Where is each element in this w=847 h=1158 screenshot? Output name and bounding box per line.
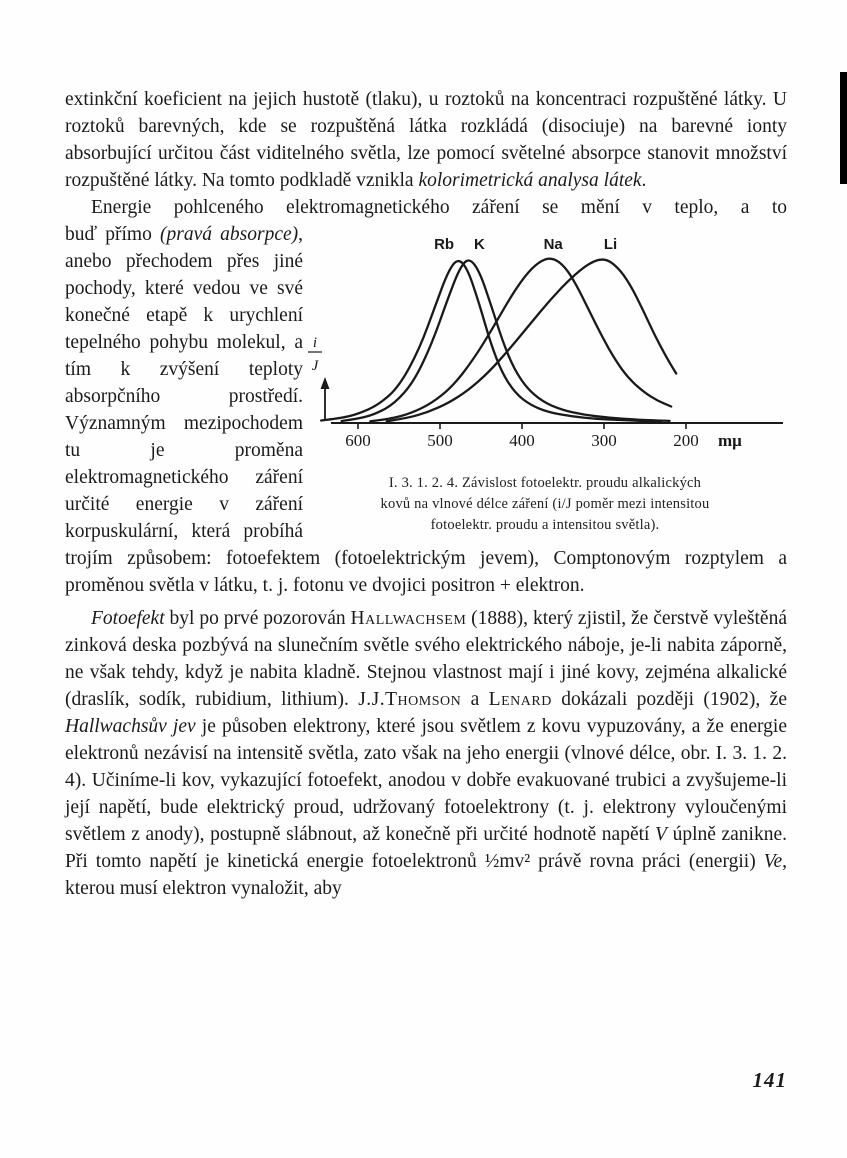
svg-text:200: 200 [673, 431, 699, 450]
svg-text:Na: Na [543, 236, 563, 253]
page-number: 141 [752, 1068, 787, 1092]
svg-text:Rb: Rb [434, 236, 455, 253]
body-text [65, 86, 787, 902]
svg-text:K: K [473, 236, 485, 253]
svg-text:mμ: mμ [718, 431, 742, 450]
paragraph-2-body: buď přímo (pravá absorpce), anebo přechodem přes jiné pochody, které vedou ve své konečné etapě k urychlení tepelného pohybu molekul, a tím k zvýšení teploty absorpčního prostředí. Významným mezipochodem tu je proměna elektromagnetického záření určité energie v záření korpuskulární, která probíhá trojím způsobem: fotoefektem (fotoelektrickým jevem), Comptonovým rozptylem a proměnou světla v látku, t. j. fotonu ve dvojici positron + elektron. [65, 224, 787, 596]
paragraph-2-lead: Energie pohlceného elektromagnetického záření se mění v teplo, a to [91, 197, 787, 218]
figure-caption-line-2: kovů na vlnové délce záření (i/J poměr mezi intensitou [380, 496, 710, 512]
svg-text:300: 300 [591, 431, 617, 450]
svg-text:400: 400 [509, 431, 535, 450]
figure-caption-line-1: I. 3. 1. 2. 4. Závislost fotoelektr. proudu alkalických [388, 475, 702, 491]
svg-text:500: 500 [427, 431, 453, 450]
figure-caption-line-3: fotoelektr. proudu a intensitou světla). [430, 517, 660, 533]
svg-text:i: i [312, 335, 318, 351]
paragraph-2-wrap [65, 221, 787, 599]
paragraph-1: extinkční koeficient na jejich hustotě (tlaku), u roztoků na koncentraci rozpuštěné látky. U roztoků barevných, kde se rozpuštěná látka rozkládá (disociuje) na barevné ionty absorbující určitou část viditelného světla, lze pomocí světelné absorpce stanovit množství rozpuštěné látky. Na tomto podkladě vznikla kolorimetrická analysa látek. [65, 89, 787, 191]
figure-caption [303, 473, 787, 536]
figure-chart [303, 223, 787, 453]
figure [303, 223, 787, 536]
svg-text:J: J [311, 358, 319, 374]
scan-artifact [840, 72, 847, 184]
svg-text:600: 600 [345, 431, 371, 450]
svg-text:Li: Li [603, 236, 618, 253]
paragraph-3: Fotoefekt byl po prvé pozorován Hallwachsem (1888), který zjistil, že čerstvě vyleštěná zinková deska pozbývá na slunečním světle svého elektrického náboje, je-li nabita záporně, ne však tehdy, když je nabita kladně. Stejnou vlastnost mají i jiné kovy, zejména alkalické (draslík, sodík, rubidium, lithium). J.J.Thomson a Lenard dokázali později (1902), že Hallwachsův jev je působen elektrony, které jsou světlem z kovu vypuzovány, a že energie elektronů nezávisí na intensitě světla, zato však na jeho energii (vlnové délce, obr. I. 3. 1. 2. 4). Učiníme-li kov, vykazující fotoefekt, anodou v dobře evakuované trubici a zvyšujeme-li její napětí, bude elektrický proud, udržovaný fotoelektrony (t. j. elektrony vyloučenými světlem z anody), postupně slábnout, až konečně při určité hodnotě napětí V úplně zanikne. Při tomto napětí je kinetická energie fotoelektronů ½mv² právě rovna práci (energii) Ve, kterou musí elektron vynaložit, aby [65, 608, 787, 899]
